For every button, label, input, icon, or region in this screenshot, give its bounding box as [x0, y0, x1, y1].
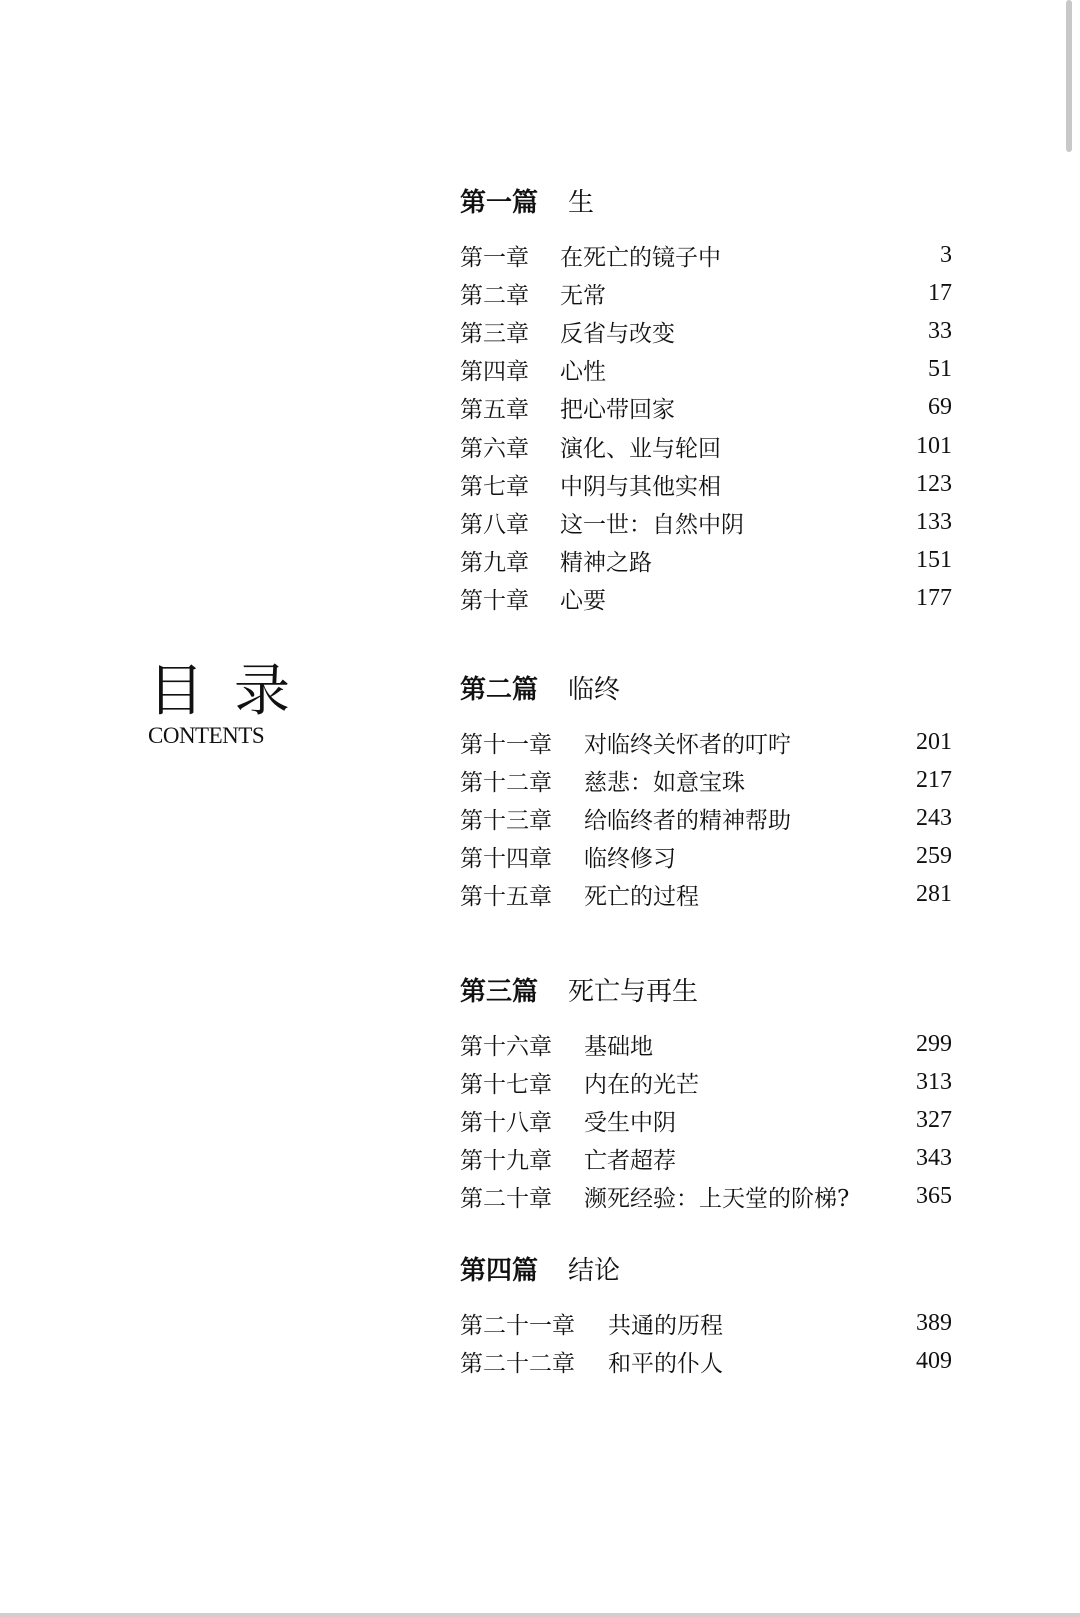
chapter-number: 第三章	[460, 320, 529, 347]
page-number: 133	[916, 508, 952, 535]
chapter-title: 在死亡的镜子中	[560, 244, 721, 271]
part-title	[460, 975, 952, 1009]
chapter-number: 第十九章	[460, 1148, 552, 1175]
page-number: 177	[916, 585, 952, 612]
page-number: 299	[916, 1030, 952, 1057]
toc-entry[interactable]	[460, 427, 952, 465]
chapter-number: 第十三章	[460, 807, 552, 834]
page-number: 123	[916, 470, 952, 497]
page-number: 389	[916, 1309, 952, 1336]
chapter-title: 这一世：自然中阴	[560, 511, 744, 538]
chapter-title: 心要	[560, 588, 606, 615]
toc-entry[interactable]	[460, 1063, 952, 1101]
chapter-title: 演化、业与轮回	[560, 435, 721, 462]
chapter-number: 第二章	[460, 282, 529, 309]
page-number: 343	[916, 1145, 952, 1172]
chapter-title: 亡者超荐	[584, 1148, 676, 1175]
chapter-title: 精神之路	[560, 550, 652, 577]
bottom-divider	[0, 1613, 1080, 1617]
chapter-number: 第十七章	[460, 1071, 552, 1098]
chapter-title: 基础地	[584, 1033, 653, 1060]
chapter-number: 第十六章	[460, 1033, 552, 1060]
chapter-title: 中阴与其他实相	[560, 473, 721, 500]
chapter-title: 濒死经验：上天堂的阶梯?	[584, 1186, 850, 1213]
chapter-title: 反省与改变	[560, 320, 675, 347]
part-2	[460, 673, 952, 914]
part-4	[460, 1254, 952, 1380]
page-number: 217	[916, 766, 952, 793]
toc-entry[interactable]	[460, 1025, 952, 1063]
chapter-number: 第一章	[460, 244, 529, 271]
chapter-number: 第四章	[460, 359, 529, 386]
chapter-number: 第六章	[460, 435, 529, 462]
chapter-number: 第十章	[460, 588, 529, 615]
toc-entry[interactable]	[460, 274, 952, 312]
toc-entry[interactable]	[460, 389, 952, 427]
toc-heading	[148, 659, 320, 748]
chapter-number: 第二十章	[460, 1186, 552, 1213]
toc-entry[interactable]	[460, 1342, 952, 1380]
chapter-title: 慈悲：如意宝珠	[584, 769, 745, 796]
part-number: 第四篇	[460, 1256, 539, 1286]
chapter-title: 给临终者的精神帮助	[584, 807, 791, 834]
chapter-number: 第十一章	[460, 731, 552, 758]
part-number: 第一篇	[460, 188, 539, 218]
toc-entry[interactable]	[460, 542, 952, 580]
toc-entry[interactable]	[460, 312, 952, 350]
chapter-number: 第十四章	[460, 846, 552, 873]
page-number: 281	[916, 881, 952, 908]
toc-entry[interactable]	[460, 876, 952, 914]
chapter-number: 第十二章	[460, 769, 552, 796]
toc-entry[interactable]	[460, 761, 952, 799]
page-number: 243	[916, 804, 952, 831]
page-number: 151	[916, 547, 952, 574]
part-title	[460, 186, 952, 220]
part-name: 死亡与再生	[568, 977, 699, 1007]
page-number: 51	[928, 356, 952, 383]
toc-entry[interactable]	[460, 1304, 952, 1342]
chapter-title: 临终修习	[584, 846, 676, 873]
page-number: 365	[916, 1183, 952, 1210]
part-3	[460, 975, 952, 1216]
chapter-number: 第二十一章	[460, 1312, 575, 1339]
chapter-title: 无常	[560, 282, 606, 309]
part-name: 生	[568, 188, 595, 218]
chapter-number: 第十八章	[460, 1109, 552, 1136]
page-number: 17	[928, 279, 952, 306]
toc-entry[interactable]	[460, 503, 952, 541]
chapter-title: 对临终关怀者的叮咛	[584, 731, 791, 758]
page-number: 259	[916, 843, 952, 870]
toc-entry[interactable]	[460, 1101, 952, 1139]
page-number: 409	[916, 1347, 952, 1374]
page-number: 3	[940, 241, 952, 268]
chapter-number: 第九章	[460, 550, 529, 577]
chapter-number: 第二十二章	[460, 1350, 575, 1377]
chapter-number: 第五章	[460, 397, 529, 424]
chapter-title: 内在的光芒	[584, 1071, 699, 1098]
toc-title-en: CONTENTS	[148, 723, 265, 748]
chapter-title: 共通的历程	[608, 1312, 723, 1339]
chapter-title: 心性	[560, 359, 606, 386]
part-name: 临终	[568, 675, 621, 705]
chapter-number: 第十五章	[460, 884, 552, 911]
page-number: 313	[916, 1068, 952, 1095]
chapter-title: 受生中阴	[584, 1109, 676, 1136]
chapter-title: 把心带回家	[560, 397, 675, 424]
toc-entry[interactable]	[460, 723, 952, 761]
chapter-title: 死亡的过程	[584, 884, 699, 911]
part-title	[460, 1254, 952, 1288]
page-number: 327	[916, 1106, 952, 1133]
toc-entry[interactable]	[460, 580, 952, 618]
toc-entry[interactable]	[460, 838, 952, 876]
page-number: 33	[928, 317, 952, 344]
toc-entry[interactable]	[460, 236, 952, 274]
part-name: 结论	[568, 1256, 621, 1286]
toc-title-cn: 目录	[148, 659, 320, 724]
toc-entry[interactable]	[460, 799, 952, 837]
toc-entry[interactable]	[460, 1140, 952, 1178]
toc-entry[interactable]	[460, 1178, 952, 1216]
part-1	[460, 186, 952, 618]
page-number: 69	[928, 394, 952, 421]
page-number: 101	[916, 432, 952, 459]
toc-entry[interactable]	[460, 465, 952, 503]
scrollbar[interactable]	[1066, 0, 1072, 152]
chapter-title: 和平的仆人	[608, 1350, 723, 1377]
toc-entry[interactable]	[460, 351, 952, 389]
part-number: 第二篇	[460, 675, 539, 705]
chapter-number: 第七章	[460, 473, 529, 500]
page-number: 201	[916, 728, 952, 755]
chapter-number: 第八章	[460, 511, 529, 538]
part-number: 第三篇	[460, 977, 539, 1007]
part-title	[460, 673, 952, 707]
